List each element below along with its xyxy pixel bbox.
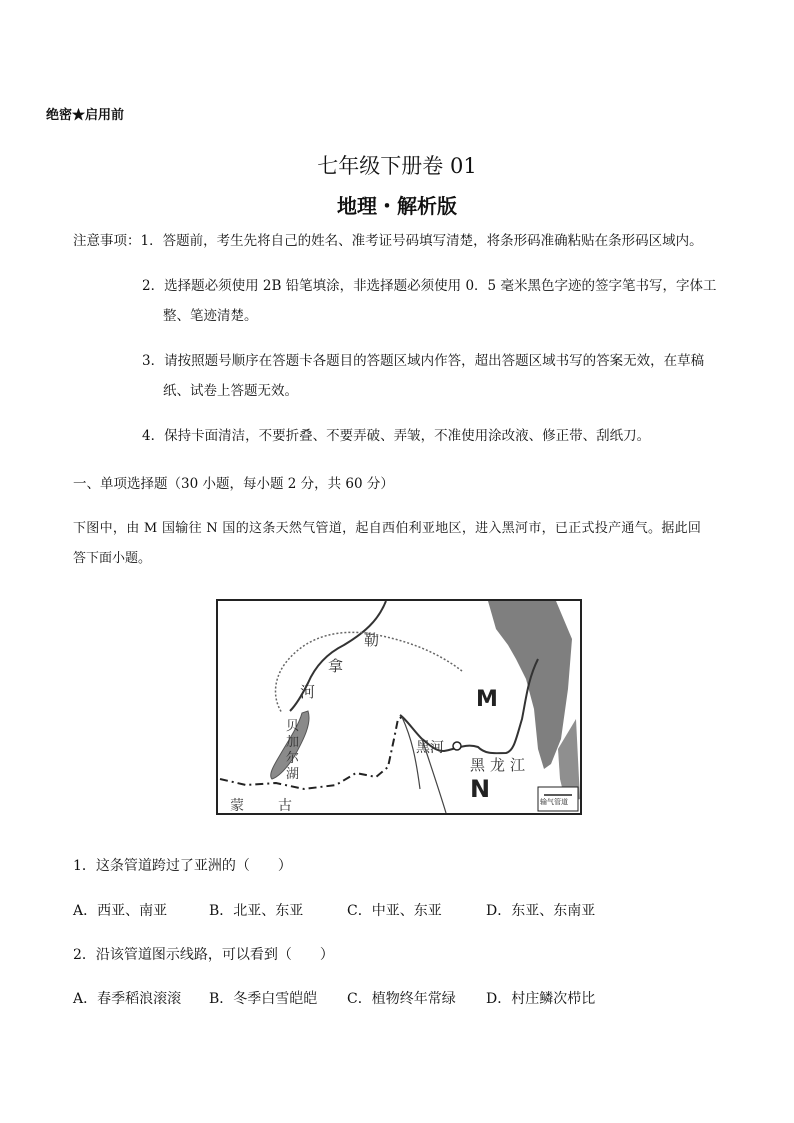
notice-item-3-cont: 纸、试卷上答题无效。 [163,383,298,399]
label-mongolia-2: 古 [278,798,292,814]
label-baikal-3: 尔 [286,751,300,766]
label-lena-2: 拿 [328,657,344,675]
question-1-stem: 1．这条管道跨过了亚洲的（ ） [73,858,292,874]
label-lena-3: 河 [300,683,316,701]
notice-label: 注意事项： [73,233,141,249]
label-baikal-1: 贝 [286,719,300,734]
notice-item-1: 1．答题前，考生先将自己的姓名、准考证号码填写清楚，将条形码准确粘贴在条形码区域内。 [140,233,703,249]
intro-line-2: 答下面小题。 [73,551,152,566]
exam-title: 七年级下册卷 01 [317,154,477,178]
label-heilongjiang-3: 江 [510,756,526,774]
q2-option-d[interactable]: D．村庄鳞次栉比 [486,991,596,1007]
pipeline-map [216,599,582,815]
label-heihe: 黑河 [416,740,444,756]
question-2-stem: 2．沿该管道图示线路，可以看到（ ） [73,947,334,963]
label-mongolia-1: 蒙 [230,798,244,814]
exam-subtitle: 地理・解析版 [337,194,457,218]
label-heilongjiang-2: 龙 [490,756,506,774]
q2-option-a[interactable]: A．春季稻浪滚滚 [73,991,182,1007]
legend-label: 输气管道 [540,798,568,806]
label-baikal-4: 湖 [286,767,300,782]
label-heilongjiang-1: 黑 [470,756,486,774]
notice-item-2-cont: 整、笔迹清楚。 [163,308,258,324]
label-baikal-2: 加 [286,735,300,750]
q1-option-b[interactable]: B．北亚、东亚 [209,903,304,919]
secret-mark: 绝密★启用前 [46,108,125,123]
q2-option-c[interactable]: C．植物终年常绿 [347,991,456,1007]
q1-option-a[interactable]: A．西亚、南亚 [73,903,168,919]
heihe-city-marker [453,742,461,750]
label-lena-1: 勒 [364,631,380,649]
label-N: N [470,775,491,803]
label-M: M [476,687,498,712]
notice-item-4: 4．保持卡面清洁，不要折叠、不要弄破、弄皱，不准使用涂改液、修正带、刮纸刀。 [142,428,651,444]
q2-option-b[interactable]: B．冬季白雪皑皑 [209,991,318,1007]
section-heading: 一、单项选择题（30 小题，每小题 2 分，共 60 分） [73,476,394,492]
q1-option-c[interactable]: C．中亚、东亚 [347,903,442,919]
map-svg [216,599,582,815]
notice-item-3: 3．请按照题号顺序在答题卡各题目的答题区域内作答，超出答题区域书写的答案无效，在草稿 [142,353,705,369]
intro-line-1: 下图中，由 M 国输往 N 国的这条天然气管道，起自西伯利亚地区，进入黑河市，已正式投产通气。据此回 [73,521,702,536]
notice-item-2: 2．选择题必须使用 2B 铅笔填涂，非选择题必须使用 0．5 毫米黑色字迹的签字笔书写，字体工 [142,278,717,294]
q1-option-d[interactable]: D．东亚、东南亚 [486,903,596,919]
notice-line-1 [73,231,703,251]
